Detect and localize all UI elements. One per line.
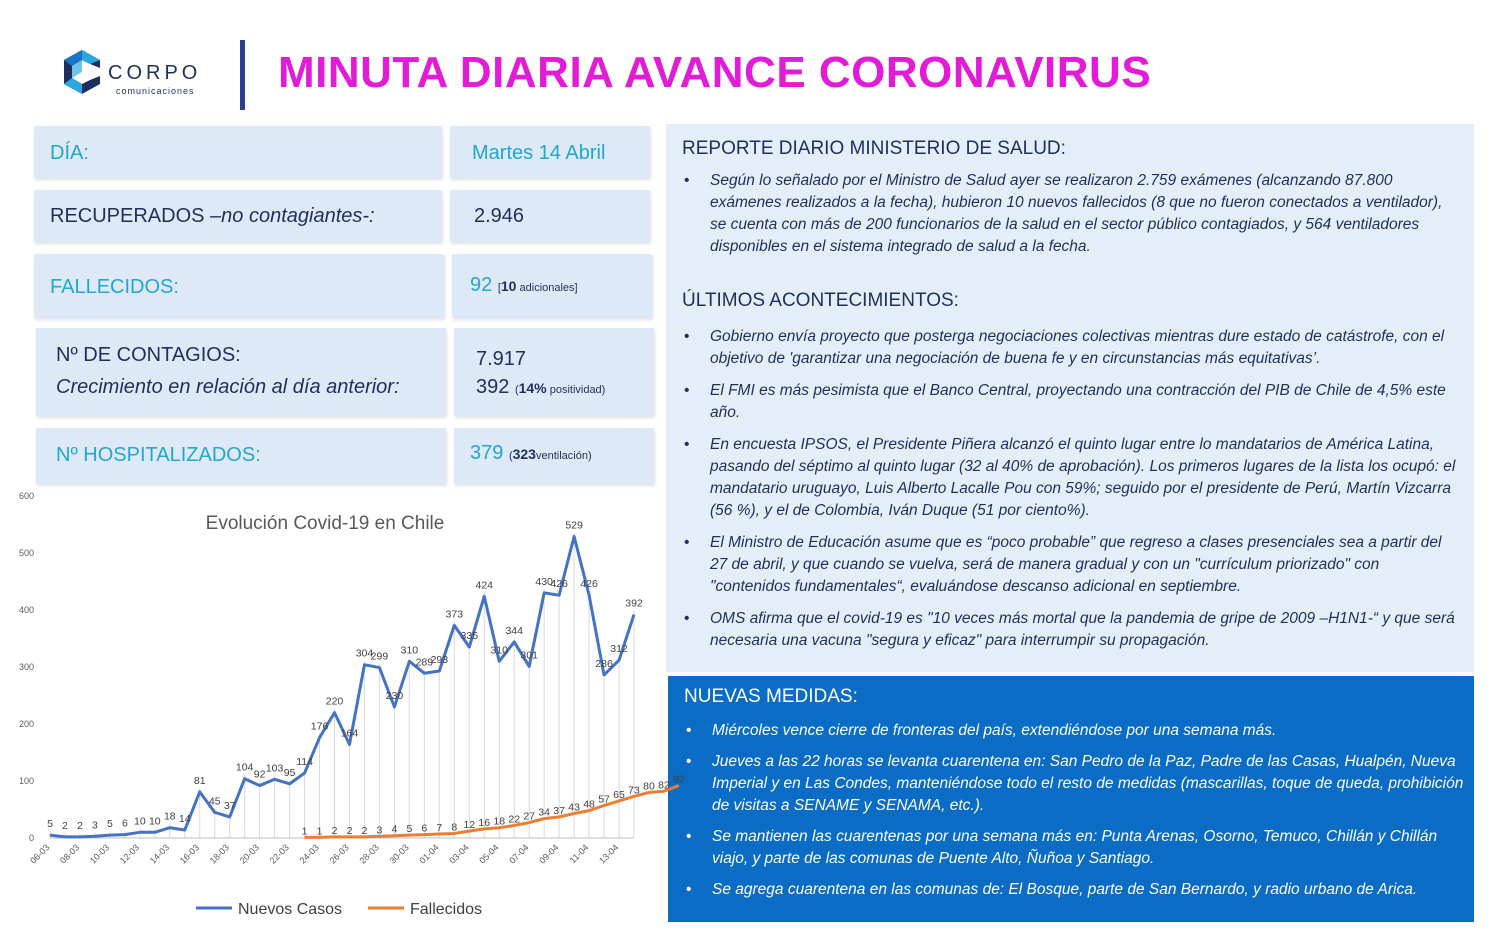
- data-label: 2: [346, 824, 353, 837]
- medidas-title: NUEVAS MEDIDAS:: [684, 686, 858, 707]
- data-label: 10: [148, 815, 161, 828]
- data-label: 16: [478, 816, 491, 829]
- recuperados-label: [50, 205, 375, 228]
- data-label: 45: [208, 795, 221, 808]
- data-label: 6: [421, 822, 428, 835]
- data-label: 5: [406, 823, 413, 836]
- data-label: 230: [385, 689, 404, 702]
- data-label: 424: [475, 579, 494, 592]
- acontecimiento-item: • En encuesta IPSOS, el Presidente Piñera alcanzó el quinto lugar entre lo mandatarios de América Latina, pasando del séptimo al quinto lugar (32 al 40% de aprobación). Los primeros lugares de la lista los ocupó: el mandatario uruguayo, Luis Alberto Lacalle Pou con 59%; seguido por el presidente de Perú, Martín Vizcarra (56 %), y el de Colombia, Iván Duque (51 por ciento%).: [682, 434, 1462, 522]
- acontecimiento-item: • El FMI es más pesimista que el Banco Central, proyectando una contracción del PIB de Chile de 4,5% este año.: [682, 380, 1462, 424]
- medida-item: • Se agrega cuarentena en las comunas de: El Bosque, parte de San Bernardo, y radio urbano de Arica.: [684, 879, 1464, 901]
- corpo-logo-icon: [58, 48, 106, 96]
- contagios-value-cell: [454, 328, 654, 416]
- contagios-positividad: (14% positividad): [514, 380, 606, 396]
- data-label: 529: [565, 519, 583, 532]
- data-label: 5: [106, 818, 113, 831]
- data-label: 73: [628, 784, 640, 797]
- hospitalizados-label: Nº HOSPITALIZADOS:: [56, 444, 261, 466]
- contagios-label-cell: [36, 328, 446, 416]
- data-label: 34: [538, 806, 550, 819]
- hospitalizados-extra: (323ventilación): [508, 446, 592, 462]
- data-label: 3: [376, 824, 383, 837]
- hospitalizados-value-cell: [454, 428, 654, 484]
- data-label: 310: [400, 644, 419, 657]
- hospitalizados-label-cell: [36, 428, 446, 484]
- contagios-sub-label: Crecimiento en relación al día anterior:: [56, 376, 400, 398]
- x-tick-label: 30-03: [387, 842, 411, 866]
- data-label: 43: [568, 801, 580, 814]
- x-tick-label: 08-03: [58, 842, 82, 866]
- y-tick-label: 200: [18, 719, 34, 729]
- data-label: 92: [253, 768, 266, 781]
- data-label: 304: [355, 647, 374, 660]
- data-label: 293: [430, 653, 449, 666]
- contagios-label: Nº DE CONTAGIOS:: [56, 344, 241, 366]
- data-label: 312: [610, 643, 628, 656]
- x-tick-label: 20-03: [237, 842, 262, 866]
- x-tick-label: 16-03: [177, 842, 202, 866]
- hospitalizados-value: 379 (323ventilación): [470, 442, 592, 464]
- dia-label: DÍA:: [50, 142, 89, 164]
- reporte-item: • Según lo señalado por el Ministro de Salud ayer se realizaron 2.759 exámenes (alcanzando 87.800 exámenes realizados a la fecha), hubieron 10 nuevos fallecidos (8 que no fueron conectados a ventilador), se cuenta con más de 200 funcionarios de la salud en el sector público contagiados, y 564 ventiladores disponibles en el sistema integrado de salud a la fecha.: [682, 170, 1462, 258]
- data-label: 289: [415, 656, 434, 669]
- data-label: 2: [361, 824, 368, 837]
- y-tick-label: 400: [18, 605, 34, 615]
- recuperados-value-cell: [450, 190, 650, 242]
- dia-label-cell: [34, 126, 442, 178]
- data-label: 220: [325, 695, 344, 708]
- x-tick-label: 10-03: [87, 842, 112, 866]
- recuperados-value: 2.946: [474, 205, 525, 227]
- data-label: 95: [283, 766, 296, 779]
- data-label: 92: [673, 773, 685, 786]
- data-label: 27: [523, 810, 536, 823]
- acontecimiento-item: • Gobierno envía proyecto que posterga negociaciones colectivas mientras dure estado de catástrofe, con el objetivo de 'garantizar una negociación de buena fe y en circunstancias más equitativas’.: [682, 326, 1462, 370]
- fallecidos-count: 92: [470, 274, 493, 296]
- data-label: 2: [62, 819, 68, 832]
- data-label: 81: [193, 774, 206, 787]
- chart-title: Evolución Covid-19 en Chile: [205, 513, 445, 534]
- data-label: 18: [493, 815, 506, 828]
- recuperados-label-cell: [34, 190, 442, 242]
- x-tick-label: 22-03: [267, 842, 292, 866]
- medida-item: • Se mantienen las cuarentenas por una semana más en: Punta Arenas, Osorno, Temuco, Chillán y Chillán viajo, y parte de las comunas de Puente Alto, Ñuñoa y Santiago.: [684, 826, 1464, 870]
- data-label: 10: [134, 815, 146, 828]
- data-label: 3: [92, 819, 98, 832]
- data-label: 430: [535, 575, 553, 588]
- recuperados-label-suffix: –no contagiantes-:: [210, 205, 375, 227]
- data-label: 104: [235, 761, 254, 774]
- reporte-title: REPORTE DIARIO MINISTERIO DE SALUD:: [682, 138, 1066, 159]
- report-panel: [666, 124, 1474, 672]
- data-label: 2: [331, 824, 338, 837]
- x-tick-label: 03-04: [447, 842, 471, 866]
- data-label: 310: [490, 644, 508, 657]
- acontecimiento-item: • OMS afirma que el covid-19 es "10 veces más mortal que la pandemia de gripe de 2009 –H1N1-“ y que será necesaria una vacuna "segura y eficaz" para interrumpir su propagación.: [682, 608, 1462, 652]
- x-tick-label: 26-03: [327, 842, 351, 866]
- page-title: MINUTA DIARIA AVANCE CORONAVIRUS: [278, 48, 1152, 97]
- data-label: 6: [121, 817, 128, 830]
- data-label: 164: [340, 727, 359, 740]
- contagios-value: 7.917: [476, 348, 527, 370]
- data-label: 37: [553, 804, 565, 817]
- y-tick-label: 300: [18, 662, 34, 672]
- data-label: 5: [47, 818, 53, 831]
- data-label: 373: [445, 608, 464, 621]
- x-tick-label: 18-03: [207, 842, 232, 866]
- y-tick-label: 500: [18, 548, 34, 558]
- data-label: 426: [550, 578, 568, 591]
- x-tick-label: 12-03: [117, 842, 142, 866]
- data-label: 7: [436, 822, 443, 835]
- corpo-logo: [58, 48, 228, 98]
- legend-label: Fallecidos: [410, 901, 483, 918]
- data-label: 335: [460, 630, 479, 643]
- data-label: 344: [505, 624, 523, 637]
- acontecimientos-title: ÚLTIMOS ACONTECIMIENTOS:: [682, 290, 959, 311]
- fallecidos-label-cell: [34, 254, 444, 318]
- data-label: 301: [520, 649, 538, 662]
- dia-value-cell: [450, 126, 650, 178]
- y-tick-label: 0: [28, 833, 34, 843]
- fallecidos-value-cell: [452, 254, 652, 318]
- data-label: 286: [595, 657, 613, 670]
- logo-word: CORPO: [108, 62, 202, 84]
- data-label: 114: [296, 756, 313, 769]
- logo-subtitle: comunicaciones: [116, 86, 195, 96]
- data-label: 392: [625, 597, 643, 610]
- x-tick-label: 06-03: [28, 842, 52, 866]
- data-label: 22: [508, 813, 521, 826]
- y-tick-label: 100: [18, 776, 34, 786]
- header-divider: [240, 40, 245, 110]
- data-label: 1: [316, 825, 323, 838]
- data-label: 57: [598, 793, 610, 806]
- data-label: 4: [391, 823, 398, 836]
- fallecidos-value: [470, 274, 578, 297]
- acontecimientos-list: [682, 326, 1462, 662]
- data-label: 18: [163, 810, 176, 823]
- data-label: 176: [310, 720, 329, 733]
- data-label: 65: [613, 788, 625, 801]
- data-label: 80: [643, 780, 655, 793]
- medidas-panel: [668, 676, 1474, 922]
- dia-value: Martes 14 Abril: [472, 142, 606, 164]
- covid-chart: [0, 488, 685, 928]
- data-label: 12: [463, 819, 476, 832]
- data-label: 299: [370, 650, 389, 663]
- medidas-list: [684, 720, 1464, 910]
- data-label: 48: [583, 798, 595, 811]
- x-tick-label: 09-04: [537, 842, 561, 866]
- recuperados-label-text: RECUPERADOS: [50, 205, 205, 227]
- data-label: 14: [178, 813, 191, 826]
- data-label: 103: [265, 762, 284, 775]
- x-tick-label: 28-03: [357, 842, 381, 866]
- x-tick-label: 11-04: [567, 842, 591, 866]
- covid-chart-svg: [0, 488, 685, 928]
- x-tick-label: 14-03: [147, 842, 172, 866]
- fallecidos-extra: [10 adicionales]: [497, 278, 578, 294]
- reporte-list: [682, 170, 1462, 268]
- data-label: 2: [77, 819, 83, 832]
- x-tick-label: 07-04: [507, 842, 531, 866]
- x-tick-label: 24-03: [297, 842, 321, 866]
- x-tick-label: 13-04: [597, 842, 621, 866]
- y-tick-label: 600: [18, 491, 34, 501]
- legend-label: Nuevos Casos: [238, 901, 343, 918]
- data-label: 1: [301, 825, 308, 838]
- contagios-growth: 392 (14% positividad): [476, 376, 606, 398]
- data-label: 37: [223, 799, 236, 812]
- data-label: 82: [658, 779, 670, 792]
- x-tick-label: 05-04: [477, 842, 501, 866]
- acontecimiento-item: • El Ministro de Educación asume que es “poco probable” que regreso a clases presenciales sea a partir del 27 de abril, y que cuando se vuelva, será de manera gradual y con un "currículum priorizado" con "contenidos fundamentales“, evaluándose descanso adicional en septiembre.: [682, 532, 1462, 598]
- medida-item: • Jueves a las 22 horas se levanta cuarentena en: San Pedro de la Paz, Padre de las Casas, Hualpén, Nueva Imperial y en Las Condes, manteniéndose todo el resto de medidas (mascarillas, toque de queda, prohibición de visitas a SENAME y SENAMA, etc.).: [684, 751, 1464, 817]
- data-label: 426: [580, 578, 598, 591]
- fallecidos-label: FALLECIDOS:: [50, 276, 179, 298]
- data-label: 8: [451, 821, 458, 834]
- medida-item: • Miércoles vence cierre de fronteras del país, extendiéndose por una semana más.: [684, 720, 1464, 742]
- x-tick-label: 01-04: [417, 842, 441, 866]
